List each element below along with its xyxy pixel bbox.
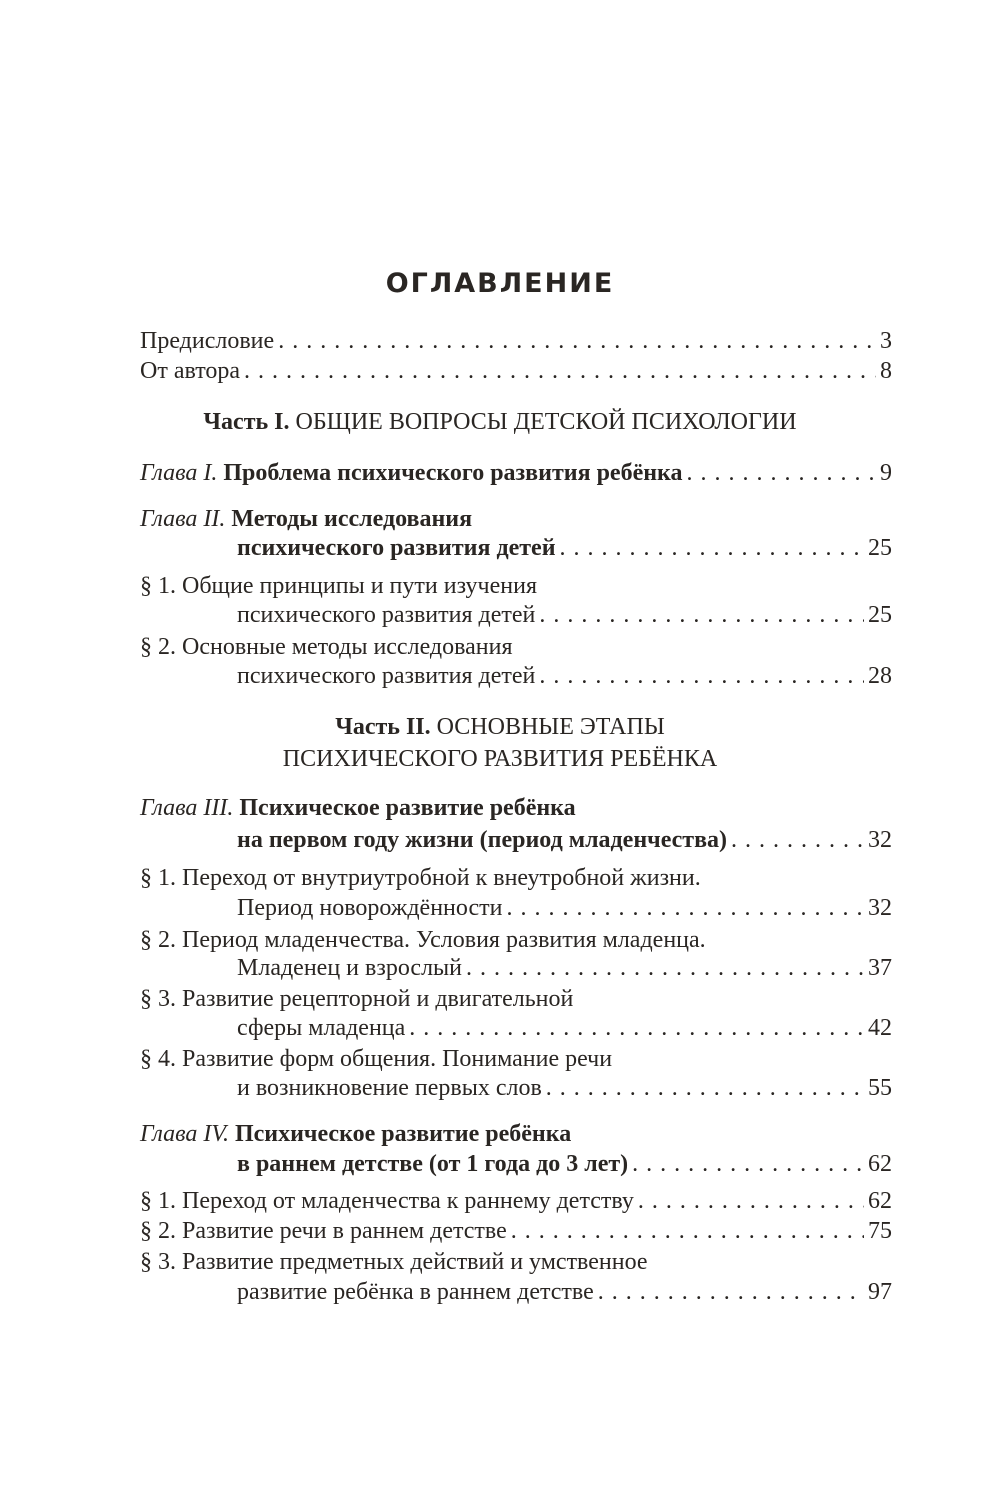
toc-entry-section[interactable]: [140, 1186, 892, 1216]
entry-title: § 1. Общие принципы и пути изучения: [140, 573, 537, 599]
toc-entry-section-cont[interactable]: [237, 1073, 892, 1103]
page-number: 55: [868, 1075, 892, 1101]
toc-entry-chapter-1[interactable]: [140, 458, 892, 488]
dot-leader: [539, 661, 864, 691]
entry-title: § 2. Основные методы исследования: [140, 634, 513, 660]
entry-title: сферы младенца: [237, 1015, 406, 1041]
toc-entry-section-cont[interactable]: [237, 600, 892, 630]
entry-title: Психическое развитие ребёнка: [239, 795, 576, 821]
part-heading-1: [0, 407, 1000, 437]
toc-entry-chapter-3-cont[interactable]: [237, 825, 892, 855]
dot-leader: [598, 1277, 864, 1307]
page-number: 3: [880, 328, 892, 354]
dot-leader: [244, 356, 876, 386]
part-title: ОСНОВНЫЕ ЭТАПЫ: [436, 714, 665, 740]
toc-entry-section-cont[interactable]: [237, 893, 892, 923]
toc-entry-preface[interactable]: [140, 326, 892, 356]
dot-leader: [278, 326, 876, 356]
page-number: 75: [868, 1218, 892, 1244]
chapter-label: Глава I.: [140, 460, 218, 486]
toc-entry-chapter-2-cont[interactable]: [237, 533, 892, 563]
dot-leader: [687, 458, 876, 488]
page-number: 62: [868, 1188, 892, 1214]
page-number: 37: [868, 955, 892, 981]
toc-entry-section-cont[interactable]: [237, 661, 892, 691]
entry-title: развитие ребёнка в раннем детстве: [237, 1279, 594, 1305]
entry-title: Методы исследования: [231, 506, 473, 532]
entry-title: § 3. Развитие предметных действий и умственное: [140, 1249, 648, 1275]
entry-title: Предисловие: [140, 328, 275, 354]
toc-entry-section[interactable]: [140, 1044, 892, 1074]
part-heading-2-cont: ПСИХИЧЕСКОГО РАЗВИТИЯ РЕБЁНКА: [282, 746, 718, 772]
part-heading-2: [0, 712, 1000, 742]
entry-title: в раннем детстве (от 1 года до 3 лет): [237, 1151, 629, 1177]
page-number: 32: [868, 895, 892, 921]
page-number: 97: [868, 1279, 892, 1305]
toc-entry-section-cont[interactable]: [237, 953, 892, 983]
page-number: 25: [868, 602, 892, 628]
dot-leader: [506, 893, 864, 923]
part-label: Часть I.: [203, 409, 290, 435]
chapter-label: Глава III.: [140, 795, 234, 821]
entry-title: § 1. Переход от внутриутробной к внеутробной жизни.: [140, 865, 701, 891]
entry-title: § 3. Развитие рецепторной и двигательной: [140, 986, 574, 1012]
part-label: Часть II.: [335, 714, 431, 740]
chapter-label: Глава II.: [140, 506, 226, 532]
toc-entry-section[interactable]: [140, 863, 892, 893]
page-number: 9: [880, 460, 892, 486]
dot-leader: [632, 1149, 864, 1179]
toc-entry-section[interactable]: [140, 571, 892, 601]
toc-entry-section[interactable]: [140, 984, 892, 1014]
entry-title: и возникновение первых слов: [237, 1075, 542, 1101]
page-title: ОГЛАВЛЕНИЕ: [385, 268, 615, 299]
entry-title: психического развития детей: [237, 602, 536, 628]
toc-entry-chapter-4[interactable]: [140, 1119, 892, 1149]
toc-entry-section[interactable]: [140, 632, 892, 662]
toc-entry-section[interactable]: [140, 925, 892, 955]
page-number: 8: [880, 358, 892, 384]
dot-leader: [539, 600, 864, 630]
chapter-label: Глава IV.: [140, 1121, 229, 1147]
dot-leader: [466, 953, 864, 983]
dot-leader: [731, 825, 864, 855]
entry-title: психического развития детей: [237, 535, 556, 561]
entry-title: § 2. Развитие речи в раннем детстве: [140, 1218, 507, 1244]
entry-title: Период новорождённости: [237, 895, 503, 921]
toc-entry-section[interactable]: [140, 1247, 892, 1277]
page-number: 25: [868, 535, 892, 561]
entry-title: От автора: [140, 358, 241, 384]
dot-leader: [546, 1073, 864, 1103]
entry-title: § 4. Развитие форм общения. Понимание речи: [140, 1046, 613, 1072]
page-number: 32: [868, 827, 892, 853]
page-number: 62: [868, 1151, 892, 1177]
toc-entry-chapter-3[interactable]: [140, 793, 892, 823]
entry-title: на первом году жизни (период младенчества): [237, 827, 728, 853]
page-number: 42: [868, 1015, 892, 1041]
toc-entry-section-cont[interactable]: [237, 1277, 892, 1307]
entry-title: § 1. Переход от младенчества к раннему детству: [140, 1188, 634, 1214]
dot-leader: [511, 1216, 864, 1246]
entry-title: § 2. Период младенчества. Условия развития младенца.: [140, 927, 706, 953]
dot-leader: [560, 533, 864, 563]
toc-entry-chapter-4-cont[interactable]: [237, 1149, 892, 1179]
dot-leader: [638, 1186, 864, 1216]
dot-leader: [409, 1013, 864, 1043]
part-title: ОБЩИЕ ВОПРОСЫ ДЕТСКОЙ ПСИХОЛОГИИ: [295, 409, 797, 435]
page-number: 28: [868, 663, 892, 689]
entry-title: Младенец и взрослый: [237, 955, 463, 981]
toc-entry-chapter-2[interactable]: [140, 504, 892, 534]
entry-title: Психическое развитие ребёнка: [234, 1121, 572, 1147]
entry-title: психического развития детей: [237, 663, 536, 689]
toc-entry-section-cont[interactable]: [237, 1013, 892, 1043]
toc-entry-from-author[interactable]: [140, 356, 892, 386]
toc-entry-section[interactable]: [140, 1216, 892, 1246]
entry-title: Проблема психического развития ребёнка: [223, 460, 683, 486]
